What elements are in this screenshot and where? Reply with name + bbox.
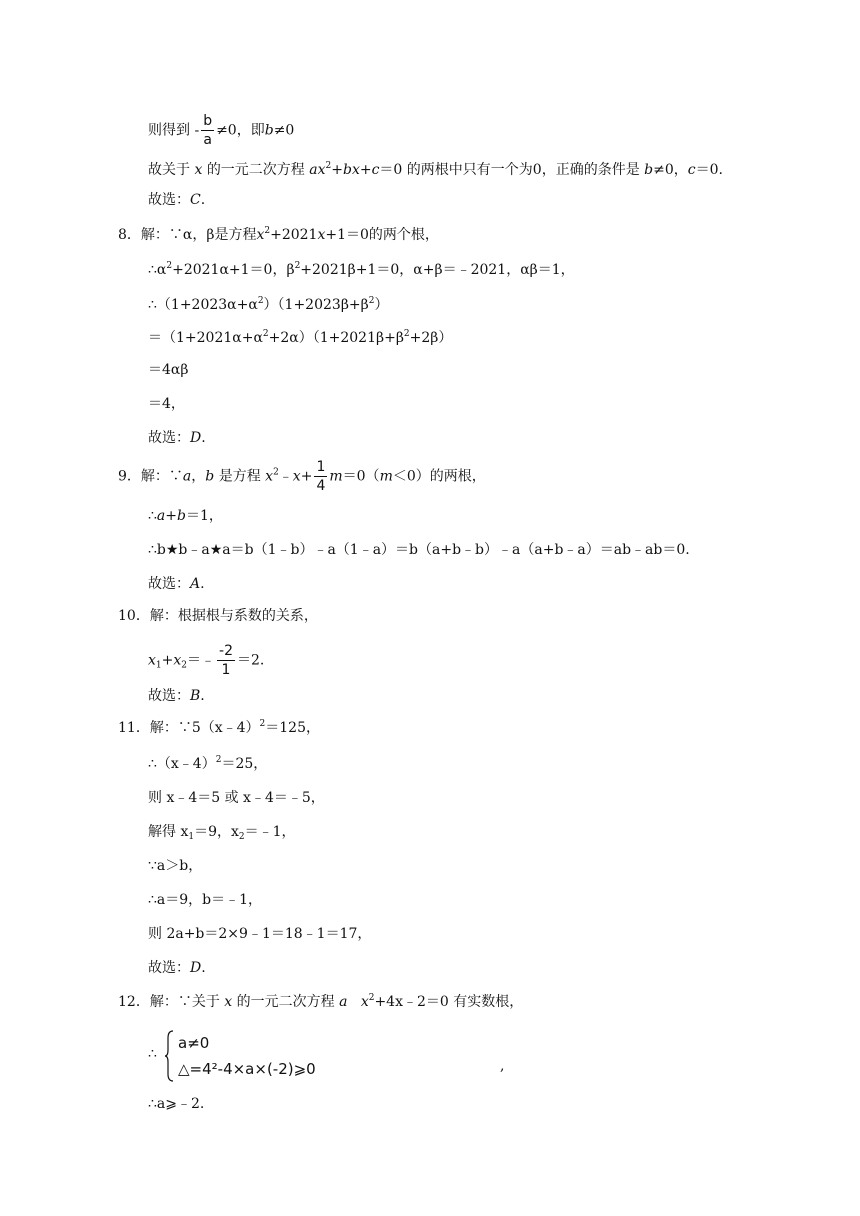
q9-heading: 9．解：∵a，b 是方程 $x^2﹣x+$ $\frac{1}{4}$ m＝0（m＜0）的两根，	[118, 459, 486, 494]
system-row: a≠0	[178, 1034, 210, 1052]
q10-heading: 10．解：根据根与系数的关系，	[118, 608, 318, 624]
text-line: ∴（x﹣4）$^2$＝25，	[148, 755, 268, 772]
text-line: $x_1+x_2=﹣$ $\frac{-2}{1}$ ＝2.	[148, 643, 265, 678]
text-line: $\therefore(1+2023\alpha+\alpha^2)(1+2023\beta+\beta^2)$	[148, 296, 389, 313]
text-line: $=(1+2021\alpha+\alpha^2+2\alpha)(1+2021\beta+\beta^2+2\beta)$	[148, 329, 453, 346]
answer-line: 故选：D.	[148, 430, 206, 446]
text-line: ∵a＞b，	[148, 858, 203, 874]
answer-line: 故选：A.	[148, 576, 205, 592]
fraction: $\frac{b}{a}$	[203, 113, 213, 148]
answer-line: 故选：B.	[148, 688, 205, 704]
comma: ,	[500, 1058, 505, 1074]
q8-heading: 8．解：∵α，β是方程$x^2+2021x+1=0$的两个根，	[118, 226, 439, 243]
text: 则得到	[148, 122, 190, 139]
text-line: 则 2a+b＝2×9﹣1＝18﹣1＝17，	[148, 926, 372, 942]
equation-system	[148, 1030, 505, 1082]
text-line: ∴a⩾﹣2.	[148, 1096, 205, 1112]
text-line: 则得到 - $\frac{b}{a}$ ≠0，即b≠0	[148, 113, 295, 148]
text-line: ＝4αβ	[148, 362, 189, 378]
system-row: △=4²-4×a×(-2)⩾0	[178, 1060, 316, 1078]
q12-heading: 12．解：∵关于 x 的一元二次方程 a $x^2+4x﹣2=0$ 有实数根，	[118, 993, 524, 1010]
fraction: $\frac{-2}{1}$	[219, 643, 233, 678]
text-line: 故关于 x 的一元二次方程 $ax^2+bx+c=0$ 的两根中只有一个为0，正确的条件是 b≠0，c＝0.	[148, 161, 723, 178]
text-line: ∴a+b＝1，	[148, 508, 223, 524]
answer-line: 故选：D.	[148, 960, 206, 976]
therefore-symbol: ∴	[148, 1046, 157, 1062]
text-line: $\therefore\alpha^2+2021\alpha+1=0$，$\beta^2+2021\beta+1=0$，α+β＝﹣2021，αβ＝1，	[148, 261, 575, 278]
answer-line: 故选：C.	[148, 192, 206, 208]
q11-heading: 11．解：∵5（x﹣4）$^2$＝125，	[118, 719, 320, 736]
fraction: $\frac{1}{4}$	[316, 459, 326, 494]
text-line: ∴b★b﹣a★a＝b（1﹣b）﹣a（1﹣a）＝b（a+b﹣b）﹣a（a+b﹣a）＝ab﹣ab＝0.	[148, 542, 690, 558]
text-line: ＝4，	[148, 396, 185, 412]
text-line: ∴a＝9，b＝﹣1，	[148, 892, 263, 908]
left-brace-icon	[164, 1030, 174, 1082]
text-line: 则 x﹣4＝5 或 x﹣4＝﹣5，	[148, 790, 325, 806]
text-line: 解得 $x_1=9$，$x_2=﹣1$，	[148, 824, 296, 842]
